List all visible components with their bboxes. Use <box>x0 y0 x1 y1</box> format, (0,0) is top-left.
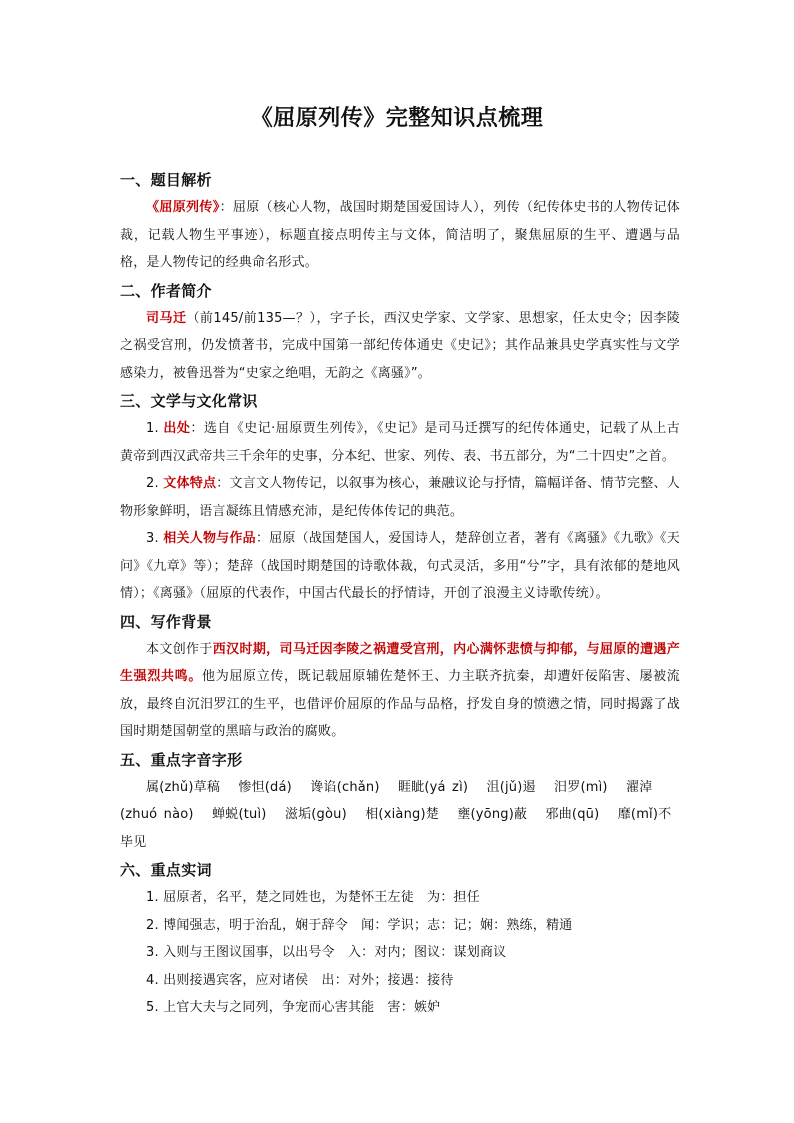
word-entry: 壅(yōng)蔽 <box>457 807 528 822</box>
word-entry: 滋垢(gòu) <box>284 807 347 822</box>
paragraph <box>120 194 680 277</box>
paragraph-text: ：屈原（战国楚国人，爱国诗人，楚辞创立者，著有《离骚》《九歌》《天问》《九章》等）；楚辞（战国时期楚国的诗歌体裁，句式灵活，多用“兮”字，具有浓郁的楚地风情）；《离骚》（屈原的代表作，中国古代最长的抒情诗，开创了浪漫主义诗歌传统）。 <box>120 531 681 601</box>
word-entry: 汨罗(mì) <box>554 779 608 795</box>
item-number: 3. <box>146 531 159 546</box>
highlight-term: 文体特点 <box>163 476 217 491</box>
paragraph-text: ：选自《史记·屈原贾生列传》，《史记》是司马迁撰写的纪传体通史，记载了从上古黄帝到西汉武帝共三千余年的史事，分本纪、世家、列传、表、书五部分，为“二十四史”之首。 <box>120 421 680 464</box>
section-heading: 三、文学与文化常识 <box>120 392 258 410</box>
paragraph <box>120 636 680 746</box>
list-item <box>120 994 680 1022</box>
word-entry: 相(xiàng)楚 <box>365 807 439 822</box>
paragraph-prefix: 本文创作于 <box>146 641 213 657</box>
section-heading: 四、写作背景 <box>120 612 212 631</box>
section-pronunciation <box>120 746 680 857</box>
item-number: 5. <box>146 1000 159 1015</box>
list-item <box>120 912 680 940</box>
list-item <box>120 939 680 967</box>
word-entry: 沮(jǔ)遏 <box>486 779 536 795</box>
item-number: 3. <box>146 945 159 960</box>
item-number: 4. <box>146 972 159 988</box>
numbered-paragraph <box>120 470 680 525</box>
item-text: 屈原者，名平，楚之同姓也，为楚怀王左徒 为：担任 <box>163 890 480 905</box>
document-title: 《屈原列传》完整知识点梳理 <box>250 106 544 131</box>
section-heading: 二、作者简介 <box>120 281 212 300</box>
section-author <box>120 277 680 388</box>
document-body <box>120 166 680 1022</box>
word-entry: 睚眦(yá zì) <box>397 779 469 795</box>
word-entry: 惨怛(dá) <box>238 779 292 795</box>
item-text: 入则与王图议国事，以出号令 入：对内；图议：谋划商议 <box>163 945 507 960</box>
section-heading: 五、重点字音字形 <box>120 750 243 769</box>
section-key-words <box>120 856 680 1022</box>
highlight-term: 出处 <box>163 421 191 436</box>
item-text: 博闻强志，明于治乱，娴于辞令 闻：学识；志：记；娴：熟练，精通 <box>163 917 573 933</box>
list-item <box>120 967 680 995</box>
item-number: 1. <box>146 890 159 905</box>
paragraph-text: ：文言文人物传记，以叙事为核心，兼融议论与抒情，篇幅详备、情节完整、人物形象鲜明，语言凝练且情感充沛，是纪传体传记的典范。 <box>120 476 680 519</box>
item-text: 上官大夫与之同列，争宠而心害其能 害：嫉妒 <box>163 1000 441 1015</box>
numbered-paragraph <box>120 525 680 608</box>
word-list <box>120 774 680 857</box>
word-entry: 谗谄(chǎn) <box>310 779 380 795</box>
paragraph-text: ：屈原（核心人物，战国时期楚国爱国诗人），列传（纪传体史书的人物传记体裁，记载人物生平事迹），标题直接点明传主与文体，简洁明了，聚焦屈原的生平、遭遇与品格，是人物传记的经典命名形式。 <box>120 200 680 270</box>
section-heading: 六、重点实词 <box>120 861 212 879</box>
numbered-paragraph <box>120 415 680 470</box>
word-entry: 蝉蜕(tuì) <box>212 807 267 822</box>
paragraph-text: （前145/前135—？），字子长，西汉史学家、文学家、思想家，任太史令；因李陵之祸受宫刑，仍发愤著书，完成中国第一部纪传体通史《史记》；其作品兼具史学真实性与文学感染力，被鲁迅誉为“史家之绝唱，无韵之《离骚》”。 <box>120 310 680 381</box>
highlight-term: 司马迁 <box>146 310 187 326</box>
word-entry: 邪曲(qū) <box>545 807 600 822</box>
highlight-term: 《屈原列传》 <box>146 200 220 215</box>
item-number: 2. <box>146 917 159 933</box>
paragraph-text: 他为屈原立传，既记载屈原辅佐楚怀王、力主联齐抗秦，却遭奸佞陷害、屡被流放，最终自沉汨罗江的生平，也借评价屈原的作品与品格，抒发自身的愤懑之情，同时揭露了战国时期楚国朝堂的黑暗与政治的腐败。 <box>120 669 680 739</box>
word-entry: 濯淖(zhuó nào) <box>120 779 653 822</box>
word-entry: 属(zhǔ)草稿 <box>146 779 221 795</box>
item-number: 1. <box>146 421 159 436</box>
word-entry: 靡(mǐ)不毕见 <box>120 807 672 850</box>
section-background <box>120 608 680 746</box>
list-item <box>120 884 680 912</box>
highlight-term: 西汉时期，司马迁因李陵之祸遭受宫刑，内心满怀悲愤与抑郁，与屈原的遭遇产生强烈共鸣。 <box>120 641 680 684</box>
paragraph <box>120 305 680 388</box>
item-number: 2. <box>146 476 159 491</box>
section-heading: 一、题目解析 <box>120 171 212 189</box>
section-literary-knowledge <box>120 387 680 608</box>
highlight-term: 相关人物与作品 <box>163 531 256 546</box>
item-text: 出则接遇宾客，应对诸侯 出：对外；接遇：接待 <box>163 972 454 988</box>
section-title-analysis <box>120 166 680 277</box>
